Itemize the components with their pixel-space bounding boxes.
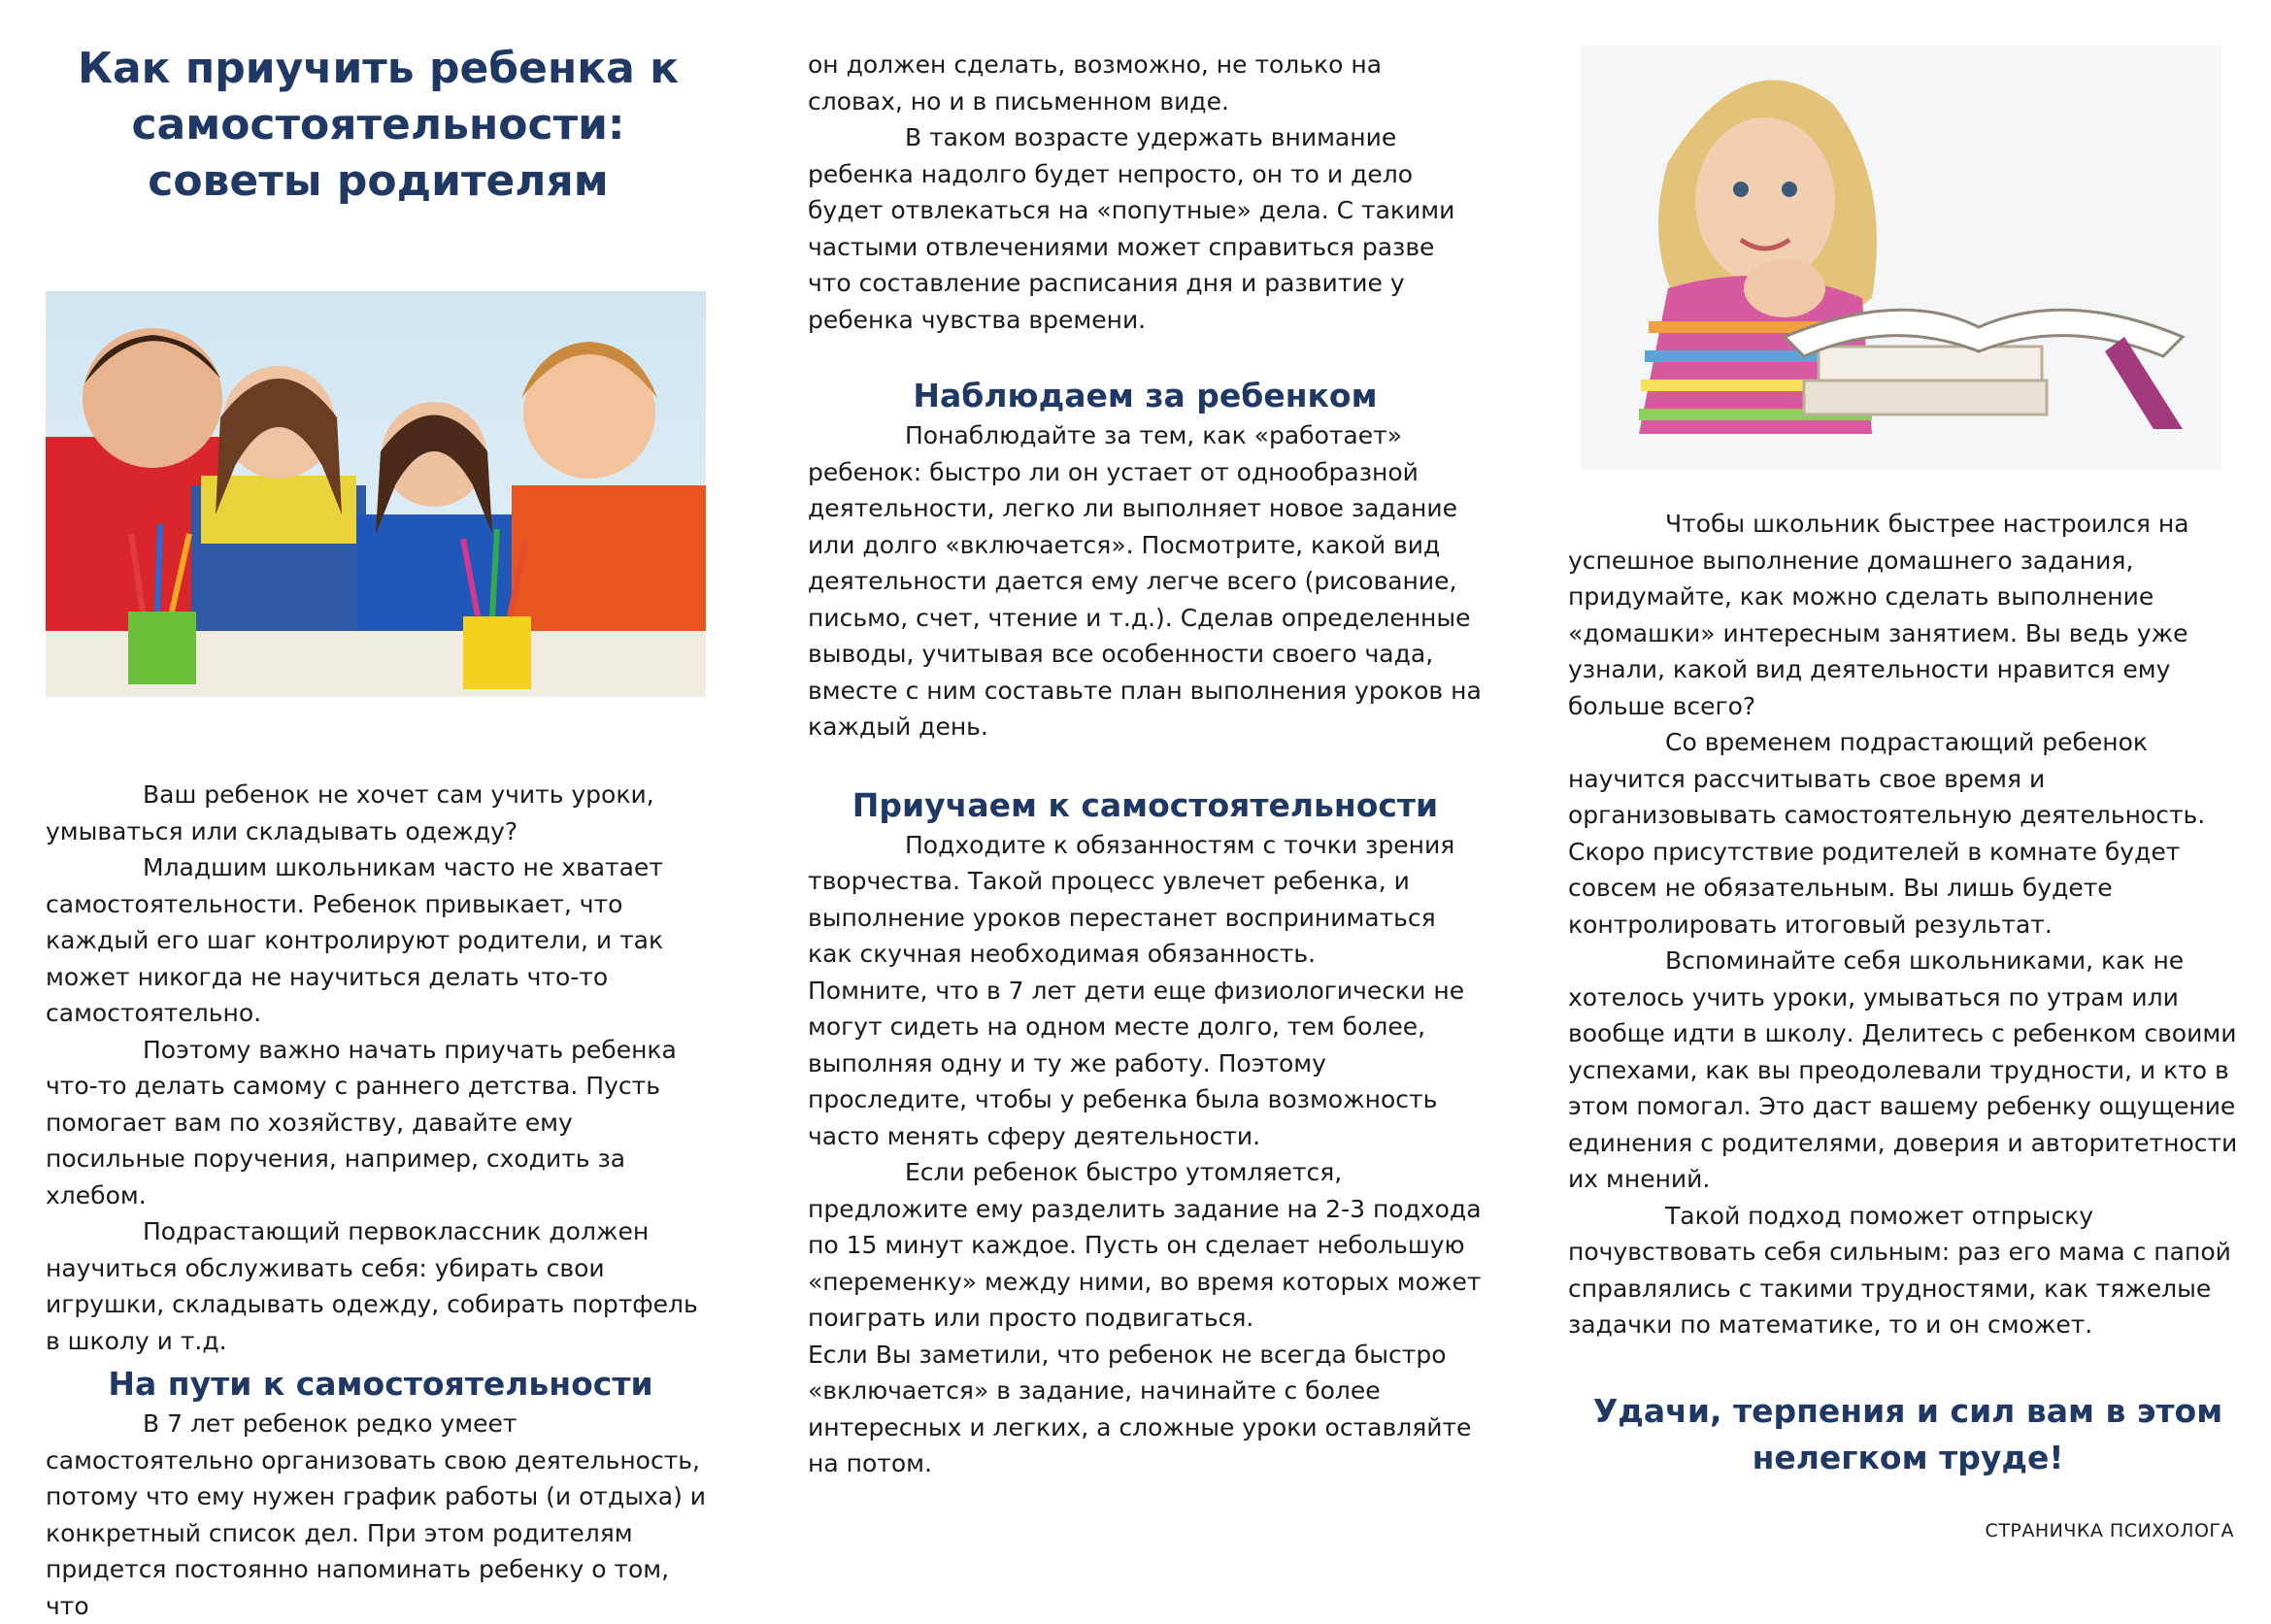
body-paragraph: Если Вы заметили, что ребенок не всегда быстро «включается» в задание, начинайте с более интересных и легких, а сложные уроки оставляйте на потом.	[808, 1340, 1472, 1477]
section-heading-teach: Приучаем к самостоятельности	[852, 785, 1439, 824]
girl-with-books-photo	[1581, 46, 2221, 470]
body-paragraph: Младшим школьникам часто не хватает самостоятельности. Ребенок привыкает, что каждый его шаг контролируют родители, и так может никогда не научиться делать что-то самостоятельно.	[46, 853, 664, 1027]
closing-wish: Удачи, терпения и сил вам в этом нелегком труде!	[1592, 1392, 2223, 1476]
body-paragraph: Подрастающий первоклассник должен научиться обслуживать себя: убирать свои игрушки, складывать одежду, собирать портфель в школу и т.д.	[46, 1217, 698, 1355]
intro-paragraph: Ваш ребенок не хочет сам учить уроки, умываться или складывать одежду?	[46, 780, 654, 845]
body-paragraph: В 7 лет ребенок редко умеет самостоятельно организовать свою деятельность, потому что ему нужен график работы (и отдыха) и конкретный список дел. При этом родителям придется постоянно напоминать ребенку о том, что	[46, 1409, 707, 1620]
body-paragraph: Помните, что в 7 лет дети еще физиологически не могут сидеть на одном месте долго, тем более, выполняя одну и ту же работу. Поэтому проследите, чтобы у ребенка была возможность часто менять сферу деятельности.	[808, 976, 1465, 1150]
children-group-photo	[46, 291, 706, 697]
body-paragraph: Со временем подрастающий ребенок научится рассчитывать свое время и организовывать самостоятельную деятельность. Скоро присутствие родителей в комнате будет совсем не обязательным. Вы лишь будете контролировать итоговый результат.	[1568, 728, 2206, 939]
footer-label: СТРАНИЧКА ПСИХОЛОГА	[1985, 1520, 2234, 1541]
section-heading-observe: Наблюдаем за ребенком	[913, 377, 1378, 414]
body-paragraph: Если ребенок быстро утомляется, предложите ему разделить задание на 2-3 подхода по 15 минут каждое. Пусть он сделает небольшую «переменку» между ними, во время которых может поиграть или просто подвигаться.	[808, 1158, 1482, 1332]
body-paragraph: Вспоминайте себя школьниками, как не хотелось учить уроки, умываться по утрам или вообще идти в школу. Делитесь с ребенком своими успехами, как вы преодолевали трудности, и кто в этом помогал. Это даст вашему ребенку ощущение единения с родителями, доверия и авторитетности их мнений.	[1568, 946, 2238, 1193]
body-paragraph: В таком возрасте удержать внимание ребенка надолго будет непросто, он то и дело будет отвлекаться на «попутные» дела. С такими частыми отвлечениями может справиться разве что составление расписания дня и развитие у ребенка чувства времени.	[808, 123, 1455, 334]
body-paragraph: Такой подход поможет отпрыску почувствовать себя сильным: раз его мама с папой справлялись с такими трудностями, как тяжелые задачки по математике, то и он сможет.	[1568, 1201, 2231, 1339]
page-title: Как приучить ребенка к самостоятельности: советы родителям	[78, 44, 679, 206]
body-paragraph: Подходите к обязанностям с точки зрения творчества. Такой процесс увлечет ребенка, и выполнение уроков перестанет восприниматься как скучная необходимая обязанность.	[808, 830, 1455, 968]
body-paragraph: Чтобы школьник быстрее настроился на успешное выполнение домашнего задания, придумайте, как можно сделать выполнение «домашки» интересным занятием. Вы ведь уже узнали, какой вид деятельности нравится ему больше всего?	[1568, 510, 2189, 720]
continuation-paragraph: он должен сделать, возможно, не только на словах, но и в письменном виде.	[808, 50, 1383, 116]
body-paragraph: Понаблюдайте за тем, как «работает» ребенок: быстро ли он устает от однообразной деятельности, легко ли выполняет новое задание или долго «включается». Посмотрите, какой вид деятельности дается ему легче всего (рисование, письмо, счет, чтение и т.д.). Сделав определенные выводы, учитывая все особенности своего чада, вместе с ним составьте план выполнения уроков на каждый день.	[808, 421, 1482, 741]
body-paragraph: Поэтому важно начать приучать ребенка что-то делать самому с раннего детства. Пусть помогает вам по хозяйству, давайте ему посильные поручения, например, сходить за хлебом.	[46, 1035, 677, 1210]
section-heading-path: На пути к самостоятельности	[108, 1365, 653, 1403]
